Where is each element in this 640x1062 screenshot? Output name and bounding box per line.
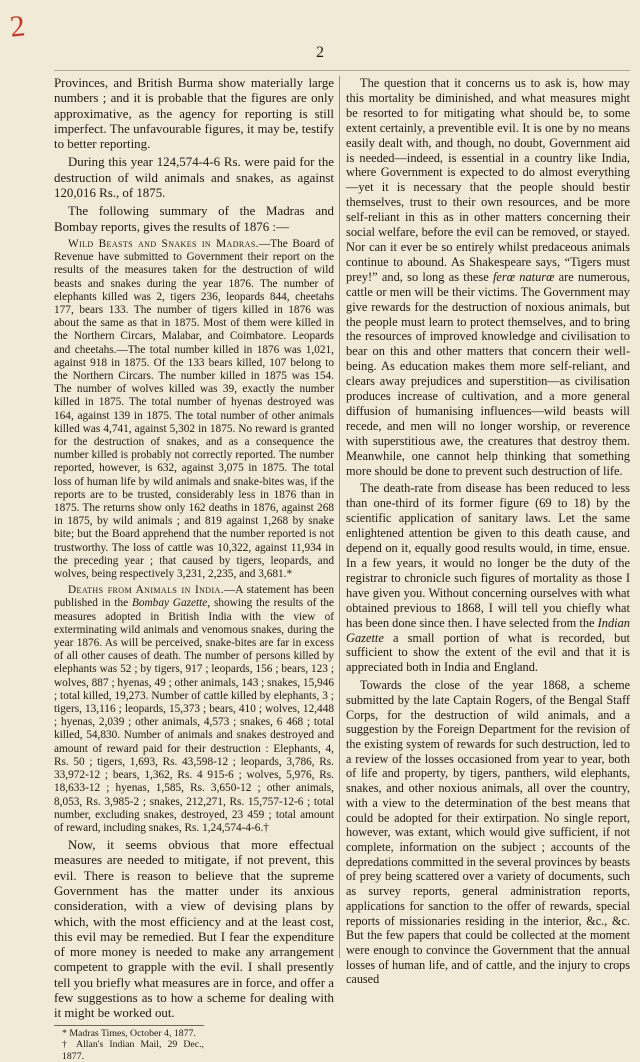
paragraph: Provinces, and British Burma show materially large numbers ; and it is probable that the figures are only approximative, as the agency for reporting is still imperfect. The unfavourable figures, it may be, testify to better reporting. <box>54 76 334 152</box>
paragraph <box>346 76 630 478</box>
right-column <box>346 76 630 988</box>
paragraph-text: The death-rate from disease has been reduced to less than one-third of its former figure (69 to 18) by the scientific application of sanitary laws. Let the same enlightened attention be given to this death cause, and depend on it, equally good results would, in time, ensue. In a few years, it would no longer be the duty of the registrar to chronicle such figures of mortality as those I have given you. Without concerning ourselves with what obtained previous to 1868, I will tell you chiefly what has been done since then. I have selected from the <box>346 481 630 630</box>
publication-title: Bombay Gazette <box>131 597 208 610</box>
top-rule <box>54 70 630 71</box>
section-text: , showing the results of the measures adopted in British India with the view of exterminating wild animals and venomous snakes, during the year 1876. As will be perceived, snake-bites are far in excess of all other causes of death. The number of persons killed by elephants was 52 ; by tigers, 917 ; leopards, 156 ; bears, 123 ; wolves, 887 ; hyenas, 49 ; other animals, 143 ; snakes, 15,946 ; total killed, 19,273. Number of cattle killed by elephants, 3 ; tigers, 13,116 ; leopards, 15,373 ; bears, 410 ; wolves, 12,448 ; hyenas, 2,039 ; other animals, 4,573 ; snakes, 6 468 ; total killed, 54,830. Number of animals and snakes destroyed and amount of reward paid for their destruction : Elephants, 4, Rs. 50 ; tigers, 1,693, Rs. 43,598-12 ; leopards, 3,786, Rs. 33,972-12 ; bears, 1,362, Rs. 4 915-6 ; wolves, 5,976, Rs. 18,633-12 ; hyenas, 1,585, Rs. 3,650-12 ; other animals, 8,053, Rs. 3,985-2 ; snakes, 212,271, Rs. 15,757-12-6 ; total number, excluding snakes, destroyed, 23 459 ; total amount of reward, including snakes, Rs. 1,24,574-4-6.† <box>54 597 334 834</box>
paragraph <box>346 481 630 675</box>
section-text: —A statement has been published in the <box>54 584 334 610</box>
paragraph-text: a small portion of what is recorded, but sufficient to show the extent of the evil and that it is appreciated both in India and England. <box>346 630 630 675</box>
column-divider <box>339 76 340 958</box>
page-number: 2 <box>316 44 324 61</box>
paragraph: The following summary of the Madras and Bombay reports, gives the results of 1876 :— <box>54 204 334 234</box>
publication-title: Indian Gazette <box>346 615 630 645</box>
footnotes <box>54 1025 204 1062</box>
section-heading: Deaths from Animals in India. <box>68 584 224 597</box>
paragraph: Towards the close of the year 1868, a scheme submitted by the late Captain Rogers, of the Bengal Staff Corps, for the destruction of wild animals, and a suggestion by the Foreign Department for the revision of the existing system of rewards for such destruction, led to a review of the losses occasioned from year to year, both of life and property, by tigers, panthers, wild elephants, snakes, and other noxious animals, all over the country, with a view to the determination of the best means that could be adopted for their extirpation. No single report, however, was extant, which would give sufficient, if not complete, information on the subject ; accounts of the depredations committed in the several provinces by beasts of prey being scattered over a variety of documents, such as survey reports, general administration reports, applications for sanction to the offer of rewards, special reports of missionaries residing in the interior, &c., &c. But the few papers that could be collected at the moment were enough to convince the Government that the annual losses of human life, and of cattle, and the injury to crops caused <box>346 678 630 987</box>
madras-section <box>54 238 334 581</box>
section-heading: Wild Beasts and Snakes in Madras. <box>68 237 259 250</box>
india-section <box>54 584 334 835</box>
footnote: * Madras Times, October 4, 1877. <box>62 1027 196 1039</box>
section-text: —The Board of Revenue have submitted to Government their report on the results of the measures taken for the destruction of wild beasts and snakes during the year 1876. The number of elephants killed was 2, tigers 236, leopards 844, cheetahs 177, bears 133. The number of tigers killed in 1876 was about the same as that in 1875. Most of them were killed in the Northern Circars, Malabar, and Coimbatore. Leopards and cheetahs.—The total number killed in 1876 was 1,021, against 918 in 1875. Of the 133 bears killed, 107 belong to the Northern Circars. The number killed in 1875 was 154. The number of wolves killed was 39, exactly the number killed in 1875. The total number of hyenas destroyed was 164, against 139 in 1875. The total number of other animals killed was 4,741, against 5,302 in 1875. No reward is granted for the destruction of snakes, and as a consequence the number killed is probably not correctly reported. The number reported, however, is 632, against 3,075 in 1875. The total loss of human life by wild animals and snake-bites was, if the reports are to be trusted, considerably less in 1876 than in 1875. The returns show only 162 deaths in 1876, against 268 in 1875, by wild animals ; and 819 against 1,268 by snake bite; but the Board apprehend that the number reported is not trustworthy. The loss of cattle was 10,322, against 11,934 in the preceding year ; that caused by tigers, leopards, and wolves, being respectively 3,231, 2,235, and 3,681.* <box>54 237 334 581</box>
margin-annotation: 2 <box>8 9 27 44</box>
paragraph: Now, it seems obvious that more effectual measures are needed to mitigate, if not prevent, this evil. There is reason to believe that the supreme Government has the matter under its anxious consideration, with a view of devising plans by which, with the most efficiency and at the least cost, this evil may be remedied. But I fear the expenditure of more money is needed to make any arrangement competent to grapple with the evil. I shall presently tell you briefly what measures are in force, and offer a few suggestions as to how a scheme for dealing with it might be worked out. <box>54 838 335 1021</box>
latin-phrase: ferœ naturœ <box>492 269 555 284</box>
footnote: † Allan's Indian Mail, 29 Dec., 1877. <box>62 1039 204 1062</box>
paragraph-text: The question that it concerns us to ask is, how may this mortality be diminished, and what measures might be resorted to for mitigating what should be, to some extent certainly, a preventible evil. It is one by no means easily dealt with, and though, no doubt, Government aid is needed—indeed, is essential in a country like India, where Government is expected to do almost everything —yet it is necessary that the people should bestir themselves, trust to their own resources, and be more self-reliant in this as in other matters concerning their social welfare, before the evil can be removed, or stayed. Nor can it ever be so entirely whilst predaceous animals continue to abound. As Shakespeare says, “Tigers must prey!” and, so long as these <box>346 76 630 284</box>
left-column <box>54 76 335 1062</box>
paragraph-text: are numerous, cattle or men will be their victims. The Government may give rewards for the destruction of noxious animals, but the people must learn to protect themselves, and to bring the resources of improved knowledge and civilisation to bear on this and other matters that concern their well-being. As education makes them more self-reliant, and clears away prejudices and superstition—as civilisation produces increase of cultivation, and a more general diffusion of humanising influences—wild beasts will recede, and men will no longer worship, or reverence with superstitious awe, the creatures that destroy them. Meanwhile, one cannot help thinking that something more should be done to prevent such destruction of life. <box>346 269 630 478</box>
paragraph: During this year 124,574-4-6 Rs. were paid for the destruction of wild animals and snakes, as against 120,016 Rs., of 1875. <box>54 155 334 201</box>
